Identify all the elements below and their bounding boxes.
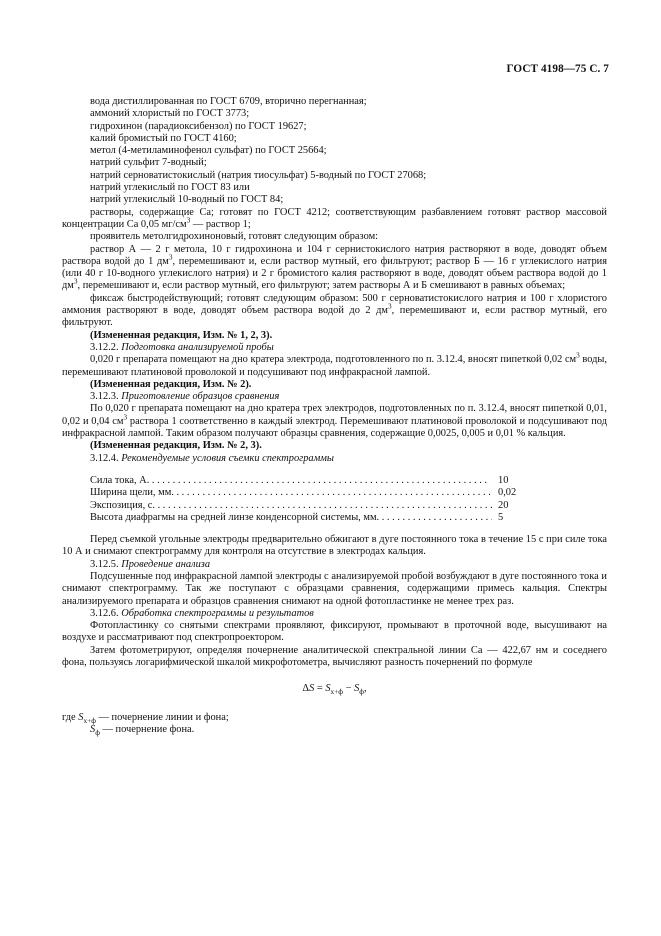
section-heading: 3.12.6. Обработка спектрограммы и результатов [90, 607, 314, 619]
reagent-item: аммоний хлористый по ГОСТ 3773; [90, 108, 250, 120]
paragraph: Фотопластинку со снятыми спектрами проявляют, фиксируют, промывают в проточной воде, высушивают на воздухе и рассматривают под спектропроектором. [62, 620, 607, 644]
paragraph: 0,020 г препарата помещают на дно кратера электрода, подготовленного по п. 3.12.4, вносят пипеткой 0,02 $см^3$ воды, перемешивают платиновой проволокой и подсушивают под инфракрасной лампой. [62, 351, 607, 378]
formula: $\Delta S = S_{x+ф} - S_ф$, [302, 683, 367, 697]
table-row: Высота диафрагмы на средней линзе конденсорной системы, мм . . . 5 [90, 512, 522, 524]
reagent-item: натрий углекислый 10-водный по ГОСТ 84; [90, 194, 284, 206]
table-row: Экспозиция, с . . . 20 [90, 500, 522, 512]
table-row: Ширина щели, мм . . . 0,02 [90, 487, 522, 499]
reagent-list [62, 96, 607, 207]
legend-item: $S_ф$ — почернение фона. [90, 723, 195, 738]
paragraph: растворы, содержащие Са; готовят по ГОСТ 4212; соответствующим разбавлением готовят раствор массовой концентрации Са 0,05 $мг/см^3$ — раствор 1; [62, 206, 607, 230]
paragraph: проявитель метолгидрохиноновый, готовят следующим образом: [90, 231, 379, 243]
section-heading: 3.12.2. Подготовка анализируемой пробы [90, 341, 274, 353]
formula-legend [62, 712, 607, 737]
page-header: ГОСТ 4198—75 С. 7 [506, 63, 609, 75]
reagent-item: натрий углекислый по ГОСТ 83 или [90, 182, 250, 194]
paragraph: Подсушенные под инфракрасной лампой электроды с анализируемой пробой возбуждают в дуге постоянного тока и снимают спектрограмму. Так же поступают с образцами сравнения, содержащими примесь кальция. Спектры анализируемого препарата и образцов сравнения снимают на одной фотопластинке не менее трех раз. [62, 570, 607, 607]
section-heading: 3.12.5. Проведение анализа [90, 558, 211, 570]
paragraph: раствор А — 2 г метола, 10 г гидрохинона и 104 г сернистокислого натрия растворяют в воде, доводят объем раствора водой до 1 $дм^3$, перемешивают и, если раствор мутный, его фильтруют; раствор Б — 16 г углекислого натрия (или 40 г 10-водного углекислого натрия) и 2 г бромистого калия растворяют в воде, доводят объем раствора водой до 1 $дм^3$, перемешивают и, если раствор мутный, его фильтруют; затем растворы А и Б смешивают в равных объемах; [62, 243, 607, 292]
paragraph: Затем фотометрируют, определяя почернение аналитической спектральной линии Са — 422,67 нм и соседнего фона, пользуясь логарифмической шкалой микрофотометра, вычисляют разность почернений по формуле [62, 644, 607, 669]
reagent-item: метол (4-метиламинофенол сульфат) по ГОСТ 25664; [90, 145, 327, 157]
reagent-item: калий бромистый по ГОСТ 4160; [90, 132, 237, 144]
edition-note: (Измененная редакция, Изм. № 1, 2, 3). [90, 329, 273, 341]
paragraph: Перед съемкой угольные электроды предварительно обжигают в дуге постоянного тока в течение 15 с при силе тока 10 А и снимают спектрограмму для контроля на отсутствие в электродах кальция. [62, 534, 607, 558]
paragraph: фиксаж быстродействующий; готовят следующим образом: 500 г серноватистокислого натрия и 100 г хлористого аммония растворяют в воде, доводят объем раствора водой до 2 $дм^3$, перемешивают и, если раствор мутный, его фильтруют. [62, 292, 608, 329]
edition-note: (Измененная редакция, Изм. № 2). [90, 378, 252, 390]
document-body [62, 96, 607, 736]
reagent-item: гидрохинон (парадиоксибензол) по ГОСТ 19627; [90, 120, 307, 132]
section-heading: 3.12.3. Приготовление образцов сравнения [90, 391, 280, 403]
section-heading: 3.12.4. Рекомендуемые условия съемки спектрограммы [90, 452, 334, 464]
legend-item: где $S_{x+ф}$ — почернение линии и фона; [62, 711, 229, 725]
reagent-item: вода дистиллированная по ГОСТ 6709, вторично перегнанная; [90, 96, 367, 107]
edition-note: (Измененная редакция, Изм. № 2, 3). [90, 440, 262, 452]
conditions-table [90, 475, 522, 524]
table-row: Сила тока, А . . . 10 [90, 475, 522, 487]
reagent-item: натрий серноватистокислый (натрия тиосульфат) 5-водный по ГОСТ 27068; [90, 169, 427, 181]
paragraph: По 0,020 г препарата помещают на дно кратера трех электродов, подготовленных по п. 3.12.4, вносят пипеткой 0,01, 0,02 и 0,04 $см^3$ раствора 1 соответственно в каждый электрод. Перемешивают платиновой проволокой и подсушивают под инфракрасной лампой. Таким образом получают образцы сравнения, содержащие 0,0025, 0,005 и 0,01 % кальция. [62, 403, 607, 440]
reagent-item: натрий сульфит 7-водный; [90, 157, 207, 169]
